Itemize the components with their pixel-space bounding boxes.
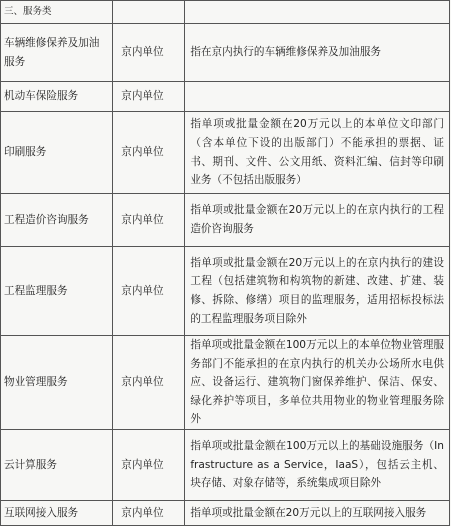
table-row — [1, 112, 450, 194]
service-scope: 京内单位 — [113, 24, 185, 82]
service-scope: 京内单位 — [113, 247, 185, 336]
table-row — [1, 194, 450, 247]
service-name: 物业管理服务 — [1, 336, 113, 430]
service-description: 指单项或批量金额在20万元以上的在京内执行的工程造价咨询服务 — [185, 194, 450, 247]
service-description: 指单项或批量金额在100万元以上的基础设施服务（Infrastructure as a Service，IaaS），包括云主机、块存储、对象存储等，系统集成项目除外 — [185, 429, 450, 500]
service-name: 车辆维修保养及加油服务 — [1, 24, 113, 82]
service-name: 互联网接入服务 — [1, 500, 113, 525]
service-description: 指单项或批量金额在20万元以上的本单位文印部门（含本单位下设的出版部门）不能承担的票据、证书、期刊、文件、公文用纸、资料汇编、信封等印刷业务（不包括出版服务） — [185, 112, 450, 194]
service-description: 指单项或批量金额在100万元以上的本单位物业管理服务部门不能承担的在京内执行的机关办公场所水电供应、设备运行、建筑物门窗保养维护、保洁、保安、绿化养护等项目，多单位共用物业的物业管理服务除外 — [185, 336, 450, 430]
service-description: 指在京内执行的车辆维修保养及加油服务 — [185, 24, 450, 82]
service-scope: 京内单位 — [113, 194, 185, 247]
service-scope: 京内单位 — [113, 336, 185, 430]
section-header: 三、服务类 — [1, 1, 113, 24]
service-description: 指单项或批量金额在20万元以上的互联网接入服务 — [185, 500, 450, 525]
service-scope: 京内单位 — [113, 500, 185, 525]
table-row — [1, 429, 450, 500]
table-row — [1, 82, 450, 112]
service-scope: 京内单位 — [113, 82, 185, 112]
service-name: 云计算服务 — [1, 429, 113, 500]
service-name: 机动车保险服务 — [1, 82, 113, 112]
table-row — [1, 24, 450, 82]
service-name: 工程造价咨询服务 — [1, 194, 113, 247]
service-scope: 京内单位 — [113, 429, 185, 500]
table-row — [1, 336, 450, 430]
service-name: 印刷服务 — [1, 112, 113, 194]
service-name: 工程监理服务 — [1, 247, 113, 336]
service-description: 指单项或批量金额在20万元以上的在京内执行的建设工程（包括建筑物和构筑物的新建、改建、扩建、装修、拆除、修缮）项目的监理服务，适用招标投标法的工程监理服务项目除外 — [185, 247, 450, 336]
service-scope: 京内单位 — [113, 112, 185, 194]
section-header-desc-cell — [185, 1, 450, 24]
table-row — [1, 247, 450, 336]
section-header-row — [1, 1, 450, 24]
table-row — [1, 500, 450, 525]
service-description — [185, 82, 450, 112]
section-header-scope-cell — [113, 1, 185, 24]
